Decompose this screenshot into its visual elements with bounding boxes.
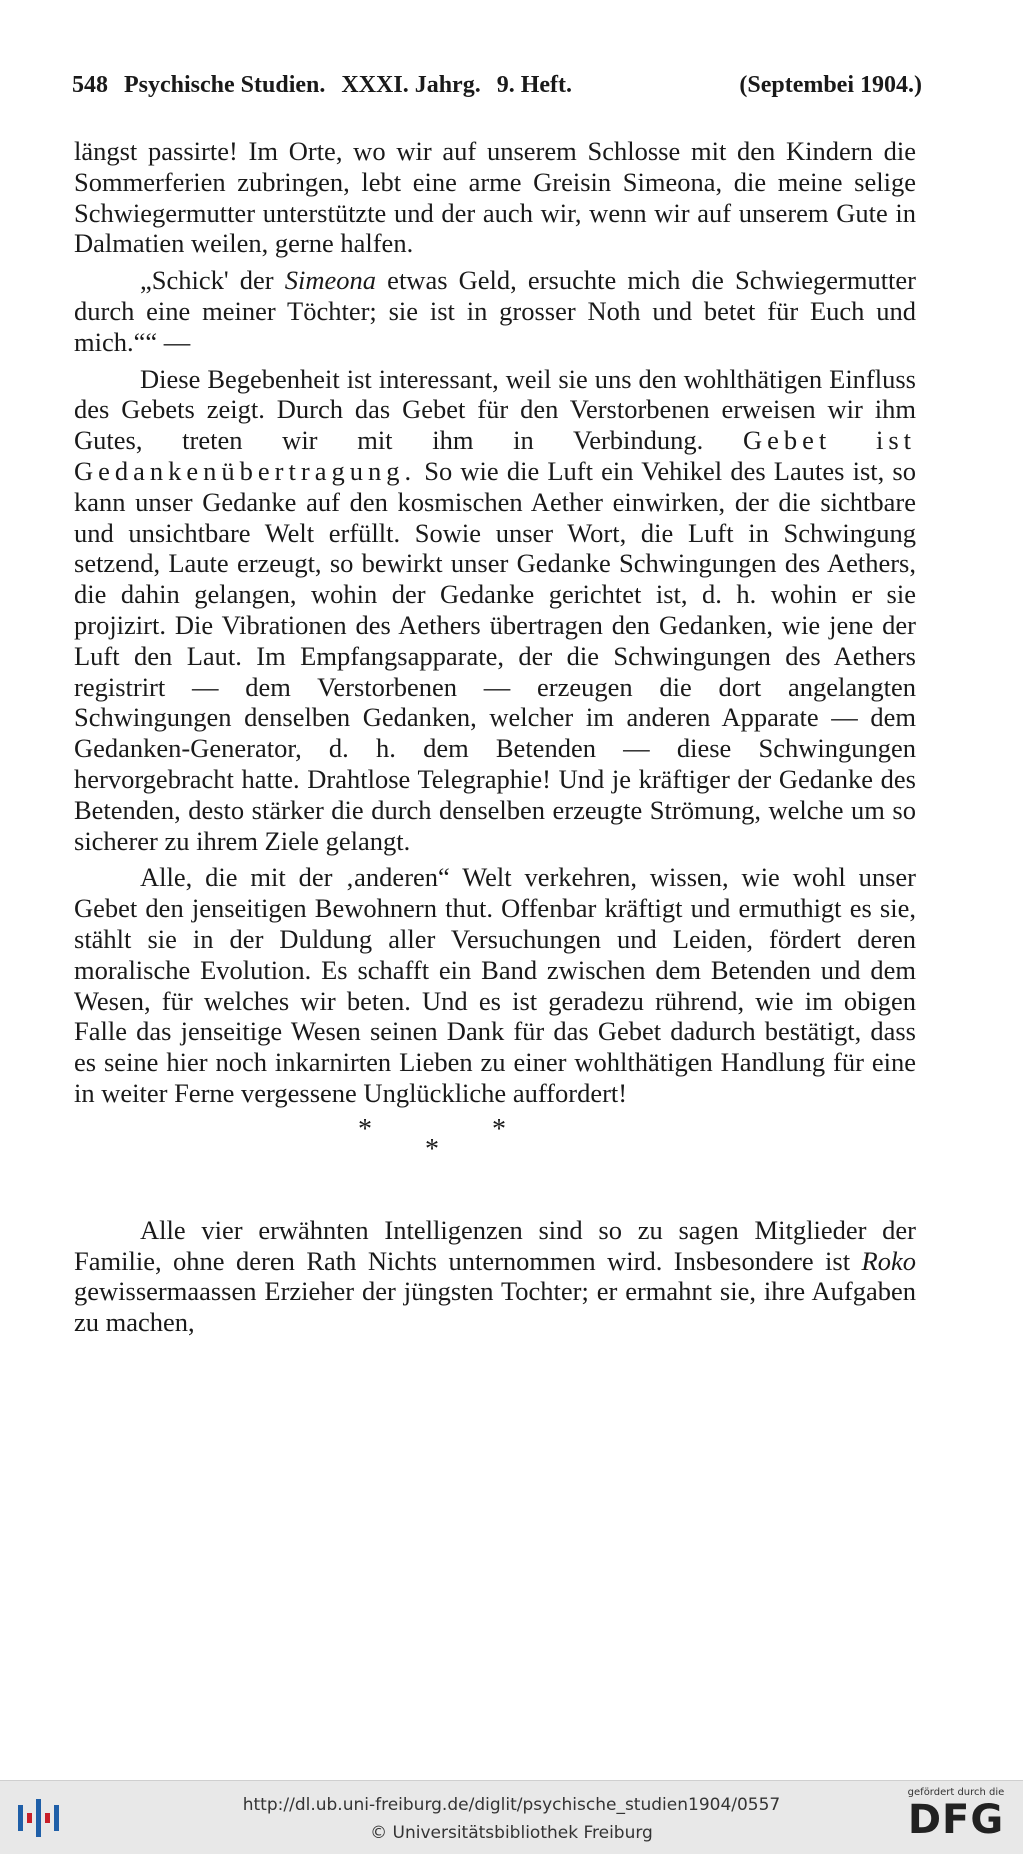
sponsor-caption: gefördert durch die — [907, 1787, 1005, 1798]
asterisk: * — [358, 1113, 372, 1145]
dfg-sponsor — [901, 1787, 1011, 1842]
paragraph: Alle vier erwähnten Intelligenzen sind so zu sagen Mitglieder der Familie, ohne deren Rath Nichts unternommen wird. Insbesondere ist Roko gewissermaassen Erzieher der jüngsten Tochter; er ermahnt sie, ihre Aufgaben zu machen, — [74, 1214, 916, 1338]
viewer-footer — [0, 1780, 1023, 1854]
paragraph: längst passirte! Im Orte, wo wir auf unserem Schlosse mit den Kindern die Sommerferien zubringen, lebt eine arme Greisin Simeona, die meine selige Schwiegermutter unterstützte und der auch wir, wenn wir auf unserem Gute in Dalmatien weilen, gerne halfen. — [74, 136, 916, 259]
page-number: 548 — [72, 72, 108, 98]
dfg-logo-icon: DFG — [907, 1797, 1005, 1843]
paragraph: Alle, die mit der ‚anderen“ Welt verkehren, wissen, wie wohl unser Gebet den jenseitigen Bewohnern thut. Offenbar kräftigt und ermuthigt es sie, stählt sie in der Duldung aller Versuchungen und Leiden, fördert deren moralische Evolution. Es schafft ein Band zwischen dem Betenden und dem Wesen, für welches wir beten. Und es ist geradezu rührend, wie im obigen Falle das jenseitige Wesen seinen Dank für das Gebet dadurch bestätigt, dass es seine hier noch inkarnirten Lieben zu einer wohlthätigen Handlung für eine in weiter Ferne vergessene Unglückliche auffordert! — [74, 862, 916, 1108]
copyright: © Universitätsbibliothek Freiburg — [370, 1823, 653, 1843]
asterisk: * — [425, 1133, 439, 1165]
body-text — [74, 136, 916, 1344]
name-roko: Roko — [861, 1245, 916, 1276]
issue: 9. Heft. — [496, 72, 573, 98]
asterisk: * — [492, 1113, 506, 1145]
section-break-asterisks — [74, 1115, 916, 1175]
volume: XXXI. Jahrg. — [341, 72, 481, 98]
permalink-url[interactable]: http://dl.ub.uni-freiburg.de/diglit/psychische_studien1904/0557 — [242, 1795, 781, 1815]
journal-title: Psychische Studien. — [124, 72, 326, 98]
running-header — [72, 72, 922, 99]
paragraph: „Schick' der Simeona etwas Geld, ersuchte mich die Schwiegermutter durch eine meiner Töchter; sie ist in grosser Noth und betet für Euch und mich.““ — — [74, 265, 916, 357]
paragraph: Diese Begebenheit ist interessant, weil sie uns den wohlthätigen Einfluss des Gebets zeigt. Durch das Gebet für den Verstorbenen erweisen wir ihm Gutes, treten wir mit ihm in Verbindung. Gebet ist Gedankenübertragung. So wie die Luft ein Vehikel des Lautes ist, so kann unser Gedanke auf den kosmischen Aether einwirken, der die sichtbare und unsichtbare Welt erfüllt. Sowie unser Wort, die Luft in Schwingung setzend, Laute erzeugt, so bewirkt unser Gedanke Schwingungen des Aethers, die dahin gelangen, wohin der Gedanke gerichtet ist, d. h. wohin er sie projizirt. Die Vibrationen des Aethers übertragen den Gedanken, wie jene der Luft den Laut. Im Empfangsapparate, der die Schwingungen des Aethers registrirt — dem Verstorbenen — erzeugen die dort angelangten Schwingungen denselben Gedanken, welcher im anderen Apparate — dem Gedanken-Generator, d. h. dem Betenden — diese Schwingungen hervorgebracht hatte. Drahtlose Telegraphie! Und je kräftiger der Gedanke des Betenden, desto stärker die durch denselben erzeugte Strömung, welche um so sicherer zu ihrem Ziele gelangt. — [74, 363, 916, 856]
name-simeona: Simeona — [284, 265, 377, 296]
spaced-emphasis: Gebet ist Gedankenübertragung. — [74, 425, 916, 486]
issue-date: (Septembei 1904.) — [739, 72, 922, 98]
